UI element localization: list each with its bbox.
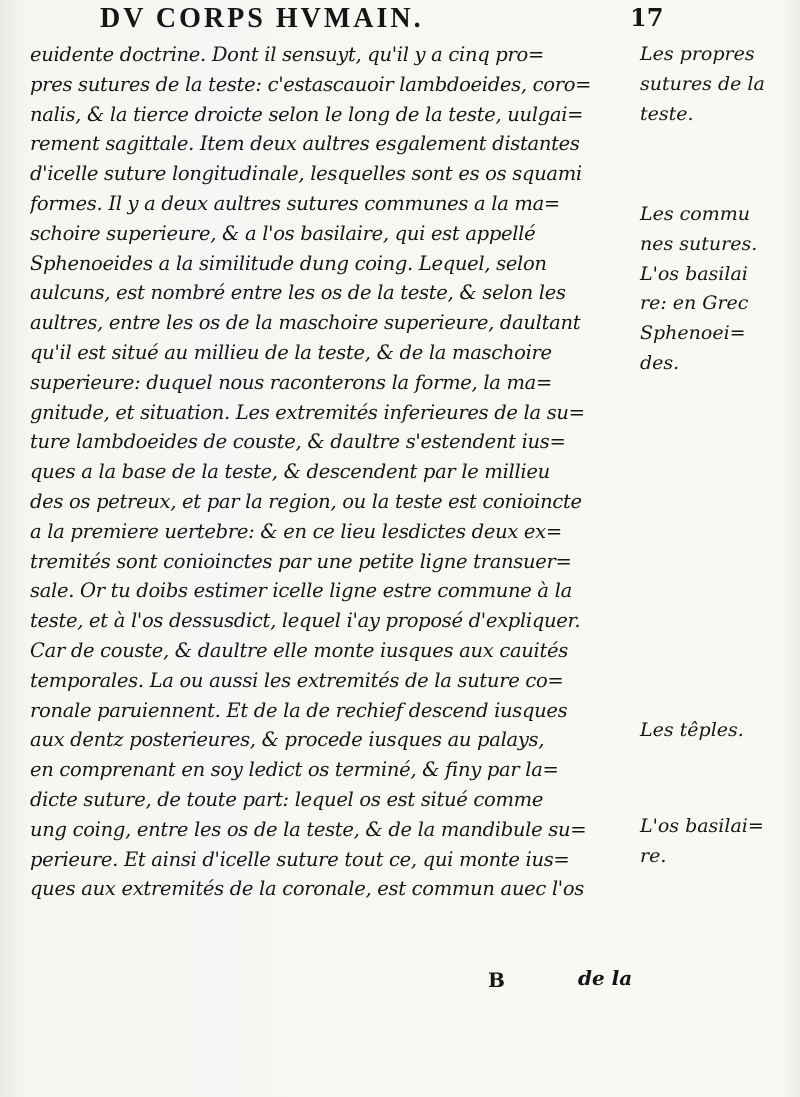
text-line: ques aux extremités de la coronale, est commun auec l'os xyxy=(30,877,585,901)
text-line: ture lambdoeides de couste, & daultre s'estendent ius= xyxy=(30,430,566,454)
text-line: Car de couste, & daultre elle monte iusques aux cauités xyxy=(30,638,568,662)
text-line: teste, et à l'os dessusdict, lequel i'ay proposé d'expliquer. xyxy=(30,609,581,633)
text-line: Sphenoeides a la similitude dung coing. Lequel, selon xyxy=(30,251,547,275)
margin-note-proper-sutures xyxy=(640,40,798,129)
text-line: schoire superieure, & a l'os basilaire, qui est appellé xyxy=(30,221,536,245)
margin-note-line: des. xyxy=(640,351,680,374)
margin-note-line: re. xyxy=(640,844,667,867)
margin-note-line: re: en Grec xyxy=(640,292,749,315)
text-line: pres sutures de la teste: c'estascauoir lambdoeides, coro= xyxy=(30,72,592,96)
margin-note-line: sutures de la xyxy=(640,72,765,95)
margin-note-line: Les commu xyxy=(640,203,751,225)
text-line: ronale paruiennent. Et de la de rechief descend iusques xyxy=(30,698,568,722)
text-line: des os petreux, et par la region, ou la teste est conioincte xyxy=(30,489,582,513)
running-title: DV CORPS HVMAIN. xyxy=(100,3,424,34)
text-line: euidente doctrine. Dont il sensuyt, qu'il y a cinq pro= xyxy=(30,43,544,66)
text-line: qu'il est situé au millieu de la teste, & de la maschoire xyxy=(30,340,552,364)
running-head xyxy=(0,0,800,36)
text-line: en comprenant en soy ledict os terminé, & finy par la= xyxy=(30,758,559,782)
main-text-block xyxy=(30,40,642,904)
text-line: a la premiere uertebre: & en ce lieu lesdictes deux ex= xyxy=(30,519,562,543)
text-line: ques a la base de la teste, & descendent par le millieu xyxy=(30,460,550,484)
text-line: temporales. La ou aussi les extremités de la suture co= xyxy=(30,668,564,692)
text-line: aux dentz posterieures, & procede iusques au palays, xyxy=(30,728,545,752)
bleed-through-mark xyxy=(652,480,792,507)
margin-note-line: L'os basilai= xyxy=(640,815,764,837)
text-line: perieure. Et ainsi d'icelle suture tout ce, qui monte ius= xyxy=(30,847,570,871)
margin-note-line: L'os basilai xyxy=(640,262,748,285)
catchword: de la xyxy=(578,966,633,990)
text-line: rement sagittale. Item deux aultres esgalement distantes xyxy=(30,132,580,156)
text-line: aulcuns, est nombré entre les os de la teste, & selon les xyxy=(30,281,566,305)
text-line: d'icelle suture longitudinale, lesquelles sont es os squami xyxy=(30,162,582,186)
margin-note-line: Sphenoei= xyxy=(640,322,746,345)
margin-note-line: teste. xyxy=(640,102,694,125)
text-line: formes. Il y a deux aultres sutures communes a la ma= xyxy=(30,191,560,215)
margin-note-common-sutures xyxy=(640,200,798,379)
text-line: gnitude, et situation. Les extremités inferieures de la su= xyxy=(30,400,585,424)
signature-mark: B xyxy=(488,968,505,992)
text-line: ung coing, entre les os de la teste, & de la mandibule su= xyxy=(30,817,587,841)
page-number: 17 xyxy=(630,3,664,32)
text-line: nalis, & la tierce droicte selon le long de la teste, uulgai= xyxy=(30,102,584,126)
text-line: superieure: duquel nous raconterons la forme, la ma= xyxy=(30,370,553,394)
text-line: dicte suture, de toute part: lequel os est situé comme xyxy=(30,787,544,811)
margin-note-basilar-bone xyxy=(640,812,798,872)
margin-note-line: Les têples. xyxy=(640,719,744,741)
margin-note-line: Les propres xyxy=(640,43,755,65)
margin-note-line: nes sutures. xyxy=(640,232,758,255)
margin-note-temples xyxy=(640,716,798,746)
text-line: sale. Or tu doibs estimer icelle ligne estre commune à la xyxy=(30,579,572,603)
text-line: aultres, entre les os de la maschoire superieure, daultant xyxy=(30,311,581,335)
text-line: tremités sont conioinctes par une petite ligne transuer= xyxy=(30,549,572,573)
